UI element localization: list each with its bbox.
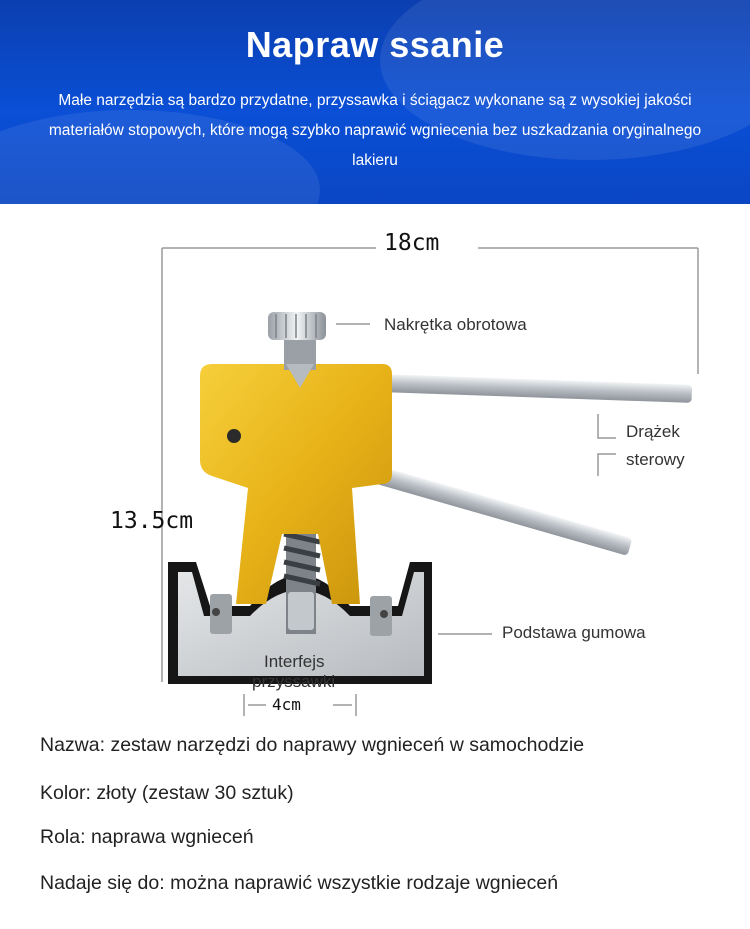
product-diagram [0,204,750,724]
base-label: Podstawa gumowa [502,623,646,642]
spec-role: Rola: naprawa wgnieceń [40,826,254,848]
banner-description: Małe narzędzia są bardzo przydatne, przyssawka i ściągacz wykonane są z wysokiej jakości materiałów stopowych, które mogą szybko naprawić wgniecenia bez uszkadzania oryginalnego lakieru [48,92,702,169]
interface-label-line2: przyssawki [252,672,336,691]
width-dimension: 18cm [384,230,440,256]
spec-color: Kolor: złoty (zestaw 30 sztuk) [40,782,294,804]
rod-label-line1: Drążek [626,422,680,441]
page-title: Napraw ssanie [245,24,505,65]
spring [284,522,320,634]
base-dimension: 4cm [272,695,301,714]
knob-label: Nakrętka obrotowa [384,315,527,334]
header-banner [0,0,750,204]
spec-name: Nazwa: zestaw narzędzi do naprawy wgnieceń w samochodzie [40,734,585,756]
spec-suitable: Nadaje się do: można naprawić wszystkie rodzaje wgnieceń [40,872,559,894]
height-dimension: 13.5cm [110,508,194,534]
interface-label-line1: Interfejs [264,652,325,671]
rod-label-line2: sterowy [626,450,685,469]
